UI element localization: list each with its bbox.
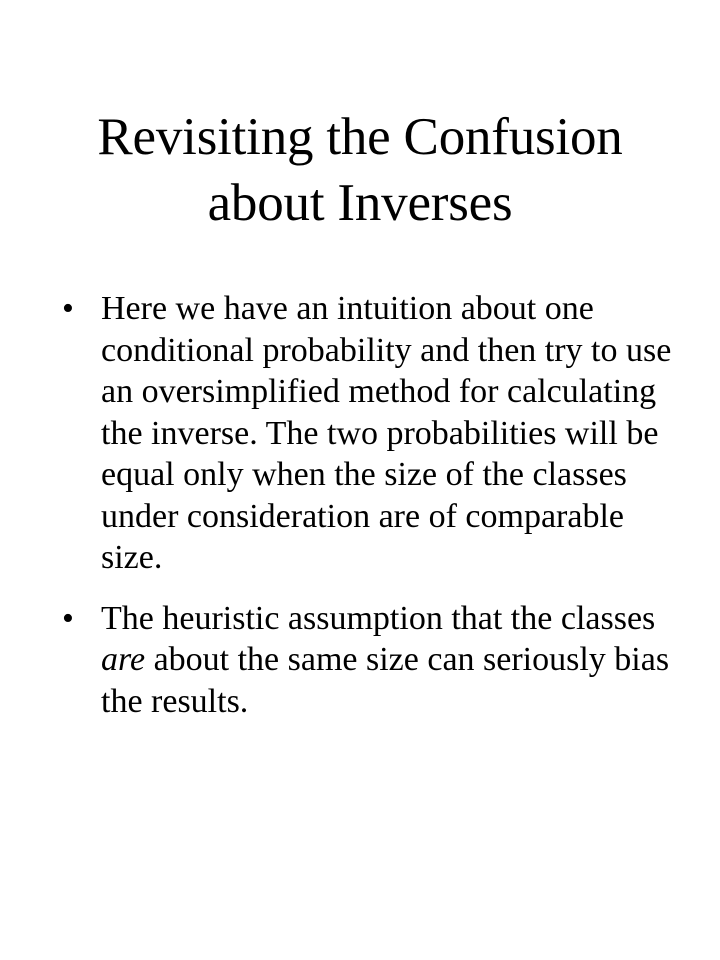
bullet-item-heuristic-assumption <box>62 598 672 723</box>
bullet-text <box>101 598 672 723</box>
bullet-text-after-emphasis: about the same size can seriously bias the results. <box>101 641 670 720</box>
emphasized-word: are <box>101 641 146 678</box>
bullet-text-before-emphasis: The heuristic assumption that the classes <box>101 599 656 637</box>
bullet-item-inverse-intuition <box>62 288 672 579</box>
bullet-text: Here we have an intuition about one conditional probability and then try to use an oversimplified method for calculating the inverse. The two probabilities will be equal only when the size of the classes under consideration are of comparable size. <box>101 290 672 576</box>
bullet-marker: • <box>62 290 74 327</box>
slide-title <box>20 104 700 236</box>
bullet-marker: • <box>62 599 74 637</box>
title-line-2: about Inverses <box>207 174 513 232</box>
title-line-1: Revisiting the Confusion <box>97 108 623 166</box>
bullet-list <box>62 288 672 741</box>
